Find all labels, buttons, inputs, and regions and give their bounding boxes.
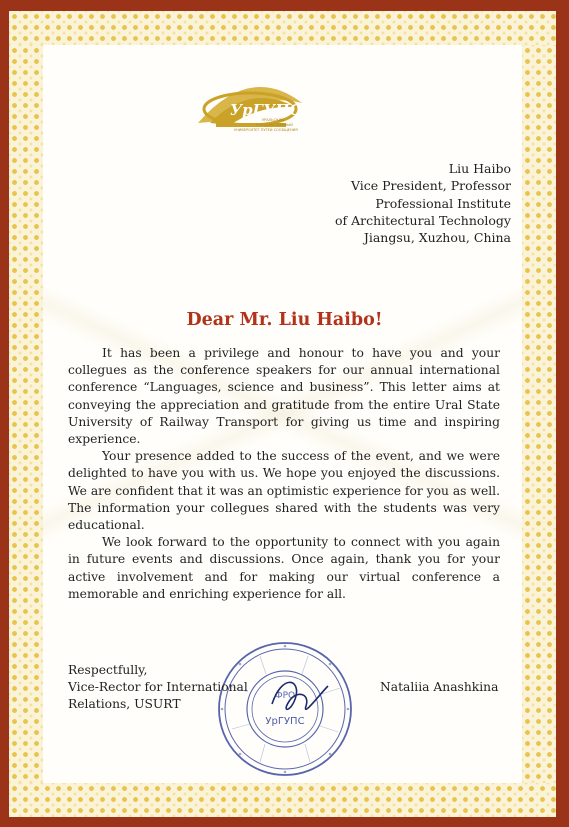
university-logo <box>190 73 310 141</box>
logo-subtitle-2: ГОСУДАРСТВЕННЫЙ <box>256 123 293 127</box>
closing-line: Vice-Rector for International <box>68 680 248 695</box>
recipient-line: Jiangsu, Xuzhou, China <box>363 230 511 246</box>
greeting-heading: Dear Mr. Liu Haibo! <box>186 310 383 330</box>
logo-subtitle-1: УРАЛЬСКИЙ <box>262 118 284 122</box>
stamp-center-text: УрГУПС <box>265 716 305 727</box>
signer-name: Nataliia Anashkina <box>380 680 499 694</box>
recipient-address <box>335 160 511 246</box>
logo-subtitle-3: УНИВЕРСИТЕТ ПУТЕЙ СООБЩЕНИЯ <box>234 128 298 132</box>
body-paragraph: It has been a privilege and honour to have you and your collegues as the conference speakers for our annual international conference “Languages, science and business”. This letter aims at conveying the appreciation and gratitude from the entire Ural State University of Railway Transport for giving us time and inspiring experience. <box>68 346 500 447</box>
recipient-line: Vice President, Professor <box>350 178 511 194</box>
closing-line: Relations, USURT <box>68 697 181 712</box>
closing-line: Respectfully, <box>68 663 148 677</box>
stamp-label: ФРО <box>274 691 296 701</box>
ornament-border-right <box>522 45 556 783</box>
recipient-line: Liu Haibo <box>448 161 511 176</box>
recipient-line: Professional Institute <box>375 195 511 211</box>
ornament-border-bottom <box>9 783 556 817</box>
body-paragraph: Your presence added to the success of the event, and we were delighted to have you with us. We hope you enjoyed the discussions. We are confident that it was an optimistic experience for you as well. The information your collegues shared with the students was very educational. <box>68 449 500 533</box>
body-paragraph: We look forward to the opportunity to connect with you again in future events and discussions. Once again, thank you for your active involvement and for making our virtual conference a memorable and enriching experience for all. <box>68 535 500 601</box>
logo-wordmark: УрГУПС <box>230 101 302 119</box>
recipient-line: of Architectural Technology <box>334 212 511 228</box>
ornament-border-left <box>9 45 43 783</box>
ornament-border-top <box>9 11 556 45</box>
letter-body <box>68 345 500 603</box>
closing-block <box>68 662 248 714</box>
